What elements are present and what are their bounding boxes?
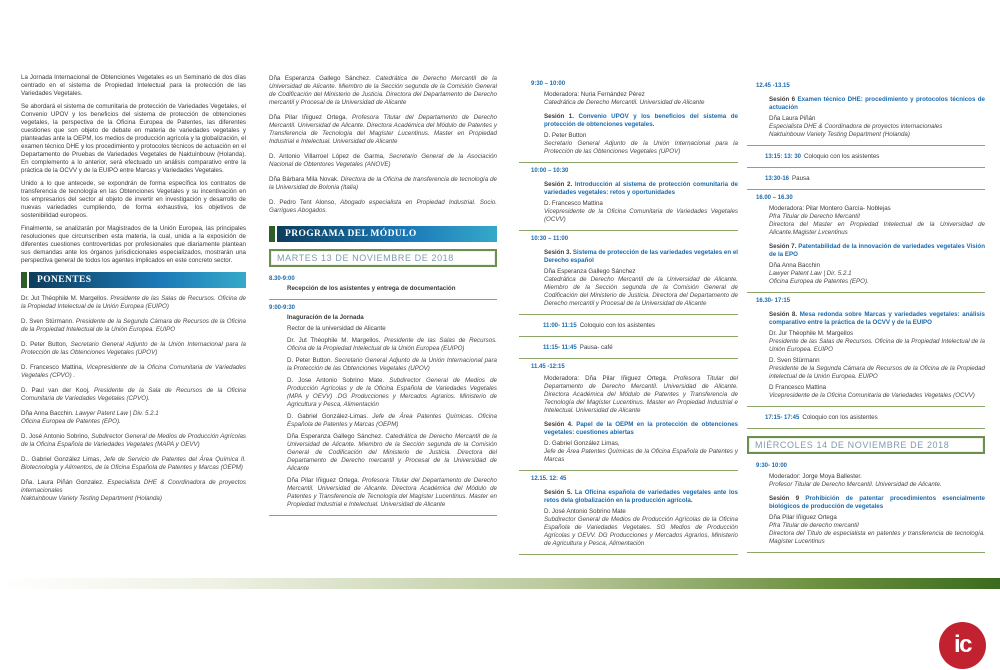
- ponentes-list: [21, 295, 246, 503]
- day1-schedule-col2: [269, 271, 497, 516]
- person-name: D. Antonio Villarroel López de Garma,: [269, 153, 385, 160]
- session-title-text: Papel de la OEPM en la protección de obtenciones vegetales: cuestiones abiertas: [544, 421, 738, 436]
- person-entry: [21, 341, 246, 357]
- schedule-inline-row: [756, 172, 985, 183]
- session-number: Sesión 4.: [544, 421, 573, 428]
- schedule-block: [519, 76, 738, 163]
- time-label: 13:30-16: [765, 176, 790, 182]
- day2-title-box: MIÉRCOLES 14 DE NOVIEMBRE DE 2018: [747, 436, 985, 454]
- speaker-role: Subdirector General de Medios de Producción Agrícolas de la Oficina Española de Variedades Vegetales. SG Medios de Producción Agrícolas y OEVV. DG Producciones y Mercados Agrarios, Ministerio de Agricultura y Pesca, Alimentación: [544, 516, 738, 547]
- person-name: D. Peter Button,: [21, 341, 68, 348]
- time-label: 10:30 – 11:00: [531, 236, 569, 242]
- session-title-text: Mesa redonda sobre Marcas y variedades vegetales: análisis comparativo entre la práctica de la OCVV y de la EUIPO: [769, 311, 985, 326]
- speaker-role: Lawyer Patent Law | Dir. 5.2.1: [769, 270, 852, 277]
- person-role: Presidente de las Salas de Recursos. Oficina de la Propiedad Intelectual de la Unión Europea (EUIPO): [287, 337, 497, 352]
- person-name: D. Peter Button.: [287, 357, 333, 364]
- person-role: Catedrática de Derecho Mercantil de la Universidad de Alicante. Miembro de la Sección segunda de la Comisión General de Codificación del Ministerio de Justicia. Directora del Departamento de Derecho mercantil y Procesal de la Universidad de Alicante: [269, 75, 497, 106]
- session-title-text: Sistema de protección de las variedades vegetales en el Derecho español: [544, 249, 738, 264]
- time-label: 12.15. 12: 45: [531, 476, 567, 482]
- speaker-role: Presidente de las Salas de Recursos. Oficina de la Propiedad Intelectual de la Unión Europea. EUIPO: [769, 338, 985, 353]
- person-entry: [287, 433, 497, 473]
- person-entry: [21, 479, 246, 503]
- speaker-role: Directora del Master en Propiedad Intelectual de la Universidad de Alicante.Magister Lvcentinus: [769, 221, 985, 236]
- speaker-role: Directora del Título de especialista en patentes y transferencia de tecnología. Magíster Lucentinus: [769, 530, 985, 545]
- person-name: Dña Esperanza Gallego Sánchez.: [269, 75, 371, 82]
- time-label: 11:00- 11:15: [543, 323, 577, 329]
- schedule-block: [747, 190, 985, 293]
- person-role: Catedrática de Derecho Mercantil de la Universidad de Alicante. Miembro de la Sección segunda de la Comisión General de Codificación del Ministerio de Justicia. Directora del Departamento de Derecho mercantil y Procesal de la Universidad de Alicante: [287, 433, 497, 472]
- person-name: D. Paul van der Kooj,: [21, 387, 90, 394]
- schedule-block: [519, 231, 738, 315]
- person-role-extra: Oficina Europea de Patentes (EPO).: [21, 418, 121, 425]
- schedule-block: [519, 163, 738, 231]
- day1-schedule-col4: [747, 78, 985, 429]
- schedule-block: [747, 293, 985, 407]
- session-number: Sesión 9: [769, 495, 800, 502]
- session-number: Sesión 1.: [544, 113, 574, 120]
- person-role: Jefe de Servicio de Patentes del Área Química II. Biotecnología y Alimentos, de la Oficina Española de Patentes y Marcas (OEPM): [21, 456, 246, 471]
- person-role: Presidente de la Sala de Recursos de la Oficina Comunitaria de Variedades Vegetales (CPVO).: [21, 387, 246, 402]
- person-role: Lawyer Patent Law | Div. 5.2.1: [75, 410, 159, 417]
- schedule-block: [747, 407, 985, 429]
- session-title-text: Introducción al sistema de protección comunitaria de variedades vegetales: retos y oportunidades: [544, 181, 738, 196]
- person-entry: [21, 387, 246, 403]
- schedule-block: [519, 471, 738, 555]
- person-role: Secretario General Adjunto de la Unión Internacional para la Protección de las Obtenciones Vegetales (UPOV): [21, 341, 246, 356]
- person-role: Subdirector General de Medios de Producción Agrícolas y de la Oficina Española de Variedades Vegetales (MPA y OEVV) .DG Producciones y Mercados Agrarios. Ministerio de Agricultura y Pesca, Alimentación: [287, 377, 497, 408]
- time-label: 9:30- 10:00: [756, 463, 788, 469]
- speaker-role: Profesor Titular de Derecho Mercantil. Universidad de Alicante.: [769, 481, 942, 488]
- session-title: [544, 181, 738, 197]
- schedule-block: [269, 271, 497, 300]
- inline-event-label: Pausa: [792, 175, 810, 182]
- person-role: Presidente de la Segunda Cámara de Recursos de la Oficina de la Propiedad Intelectual de la Unión Europea. EUIPO: [21, 318, 246, 333]
- day1-schedule-col3: [519, 76, 738, 555]
- person-name: Dña Bárbara Mila Novak.: [269, 176, 339, 183]
- speaker-role: Secretario General Adjunto de la Unión Internacional para la Protección de las Obtenciones Vegetales (UPOV): [544, 140, 738, 155]
- session-title-text: Examen técnico DHE: procedimiento y protocolos técnicos de actuación: [769, 96, 985, 111]
- speaker-name: D Francesco Mattina: [769, 384, 827, 391]
- schedule-block: [519, 337, 738, 359]
- session-number: Sesión 8.: [769, 311, 798, 318]
- ic-logo-icon: ic: [939, 622, 986, 669]
- green-square-accent: [269, 226, 275, 242]
- speaker-role: Catedrática de Derecho Mercantil. Universidad de Alicante: [544, 99, 705, 106]
- session-title: [769, 96, 985, 112]
- person-entry: [269, 75, 497, 107]
- speaker-name: D. Peter Button: [544, 132, 587, 139]
- person-entry: [21, 295, 246, 311]
- green-square-accent: [21, 272, 27, 288]
- speaker-name: Dña Esperanza Gallego Sánchez: [544, 268, 636, 275]
- time-label: 9:30 – 10:00: [531, 81, 566, 87]
- inline-event-label: Coloquio con los asistentes: [802, 414, 878, 421]
- session-title: [544, 249, 738, 265]
- session-title: [769, 311, 985, 327]
- ponentes-header: [21, 272, 246, 288]
- person-entry: [21, 433, 246, 449]
- person-role: Secretario General de la Asociación Nacional de Obtentores Vegetales (ANOVE): [269, 153, 497, 168]
- speaker-name: Rector de la universidad de Alicante: [287, 325, 386, 332]
- inline-event-label: Coloquio con los asistentes: [579, 322, 656, 329]
- time-label: 17:15- 17:45: [765, 415, 800, 421]
- intro-paragraph: Se abordará el sistema de comunitaria de protección de Variedades Vegetales, el Convenio UPOV y los beneficios del sistema de protección de obtenciones vegetales, la perspectiva de la Oficina Europea de Patentes, las diferentes cuestiones que son objeto de debate en materia de variedades vegetales y planteadas ante la OEPM, los medios de producción agrícola y la globalización, el examen técnico DHE y los procedimiento y protocolos técnicos de actuación en el Departamento de Pruebas de Variedades Vegetales de Naktuinbouw (Holanda). En complemento a lo anterior, será efectuado un análisis comparativo entre la práctica de la OCVV y de la EUIPO entre Marcas y Variedades Vegetales.: [21, 103, 246, 174]
- session-title-text: La Oficina española de variedades vegetales ante los retos dela globalización en la producción agrícola.: [544, 489, 738, 504]
- schedule-inline-row: [756, 411, 985, 422]
- speaker-role: Pfra Titular de Derecho Mercantil: [769, 213, 860, 220]
- person-entry: [287, 377, 497, 409]
- person-name: Dr. Jut Théophile M. Margellos.: [287, 337, 381, 344]
- inline-event-label: Pausa- café: [579, 344, 613, 351]
- session-number: Sesión 7.: [769, 243, 797, 250]
- speaker-role: Especialista DHE & Coordinadora de proyectos internacionales: [769, 123, 943, 130]
- inline-event-label: Coloquio con los asistentes: [804, 153, 880, 160]
- speaker-name: D. José Antonio Sobrino Mate: [544, 508, 626, 515]
- person-role: Subdirector General de Medios de Producción Agrícolas de la Oficina Española de Variedades Vegetales (MAPA y OEVV): [21, 433, 246, 448]
- event-title: Recepción de los asistentes y entrega de documentación: [287, 285, 456, 292]
- session-number: Sesión 3.: [544, 249, 572, 256]
- footer-gradient-bar: [0, 578, 1000, 589]
- ponentes-header-label: PONENTES: [29, 272, 246, 288]
- speaker-role: Naktuinbouw Variety Testing Department (Holanda): [769, 131, 910, 138]
- day1-title-box: MARTES 13 DE NOVIEMBRE DE 2018: [269, 249, 497, 267]
- person-entry: [21, 318, 246, 334]
- person-entry: [287, 357, 497, 373]
- person-entry: [269, 199, 497, 215]
- person-entry: [269, 153, 497, 169]
- time-label: 13:15: 13: 30: [765, 154, 802, 160]
- speaker-name: Moderador: Jorge Moya Ballester.: [769, 473, 862, 480]
- schedule-inline-row: [531, 341, 738, 352]
- session-title: [544, 489, 738, 505]
- session-title-text: Convenio UPOV y los beneficios del sistema de protección de obtenciones vegetales.: [544, 113, 738, 128]
- person-name: Moderadora: Dña Pilar Iñiguez Ortega.: [544, 375, 668, 382]
- speaker-name: Moderadora: Pilar Montero García- Noblejas: [769, 205, 891, 212]
- session-number: Sesión 5.: [544, 489, 573, 496]
- person-entry: [287, 337, 497, 353]
- speaker-name: Dña Pilar Iñiguez Ortega: [769, 514, 837, 521]
- speaker-role: Oficina Europea de Patentes (EPO).: [769, 278, 869, 285]
- schedule-block: [519, 359, 738, 471]
- speaker-name: D. Francesco Mattina: [544, 200, 603, 207]
- session-title: [769, 495, 985, 511]
- intro-paragraph: La Jornada Internacional de Obtenciones Vegetales es un Seminario de dos días centrado en el sistema de Propiedad Intelectual para la protección de las Variedades Vegetales.: [21, 74, 246, 97]
- schedule-block: [269, 300, 497, 516]
- person-name: Dña Pilar Iñiguez Ortega.: [287, 477, 360, 484]
- person-role-extra: Naktuinbouw Variety Testing Department (Holanda): [21, 495, 162, 502]
- column-sessions-afternoon: [747, 78, 985, 553]
- time-label: 9:00-9:30: [269, 305, 296, 311]
- schedule-block: [747, 146, 985, 168]
- speaker-role: Catedrática de Derecho Mercantil de la Universidad de Alicante. Miembro de la Sección segunda de la Comisión General de Codificación del Ministerio de Justicia. Directora del Departamento de Derecho mercantil y Procesal de la Universidad de Alicante: [544, 276, 738, 307]
- speaker-bios: [269, 75, 497, 215]
- speaker-name: D. Sven Stürmann: [769, 357, 820, 364]
- time-label: 11.45 -12:15: [531, 364, 565, 370]
- schedule-block: [747, 458, 985, 553]
- session-title: [769, 243, 985, 259]
- person-entry: [544, 375, 738, 415]
- speaker-name: Dña Anna Bacchin: [769, 262, 820, 269]
- session-title-text: Patentabilidad de la innovación de variedades vegetales Visión de la EPO: [769, 243, 985, 258]
- column-intro-ponentes: [21, 74, 246, 510]
- speaker-role: Vicepresidente de la Oficina Comunitaria de Variedades Vegetales (OCVV): [544, 208, 738, 223]
- person-name: D. José Antonio Sobrino,: [21, 433, 90, 440]
- person-name: D. Jose Antonio Sobrino Mate.: [287, 377, 385, 384]
- person-role: Jefe de Área Patentes Químicas. Oficina Española de Patentes y Marcas (OEPM): [287, 413, 497, 428]
- column-sessions-morning: [519, 76, 738, 555]
- time-label: 12.45 -13.15: [756, 83, 790, 89]
- time-label: 11:15- 11:45: [543, 345, 577, 351]
- speaker-name: Dña Laura Piñán: [769, 115, 816, 122]
- time-label: 8.30-9:00: [269, 276, 295, 282]
- person-role: Profesora Titular del Departamento de Derecho Mercantil. Universidad de Alicante. Directora Académica del Módulo de Patentes y Transferencia de Tecnología del Magíster Lucentinus. Master en Propiedad Industrial e Intelectual. Universidad de Alicante: [544, 375, 738, 414]
- time-label: 16.30- 17:15: [756, 298, 791, 304]
- event-title: Inaguración de la Jornada: [287, 314, 364, 321]
- speaker-role: Jefe de Área Patentes Químicas de la Oficina Española de Patentes y Marcas: [544, 448, 738, 463]
- time-label: 16.00 – 16.30: [756, 195, 793, 201]
- person-role: Secretario General Adjunto de la Unión Internacional para la Protección de las Obtenciones Vegetales (UPOV): [287, 357, 497, 372]
- day2-schedule: [747, 458, 985, 553]
- column-program: [269, 74, 497, 516]
- speaker-name: D. Gabriel González Limas,: [544, 440, 620, 447]
- schedule-block: [747, 168, 985, 190]
- session-title-text: Prohibición de patentar procedimientos esencialmente biológicos de producción de vegetales: [769, 495, 985, 510]
- schedule-block: [747, 78, 985, 146]
- intro-paragraph: Finalmente, se analizarán por Magistrados de la Unión Europea, las principales resoluciones que circunscriben esta materia, la cual, unida a la exposición de diferentes cuestiones controvertidas por profesionales que diariamente plantean sus demandas ante los órganos jurisdiccionales especializados, mostrarán una perspectiva general de todos los agentes implicados en este concreto sector.: [21, 225, 246, 264]
- person-name: Dña Esperanza Gallego Sánchez.: [287, 433, 383, 440]
- session-title: [544, 113, 738, 129]
- speaker-role: Presidente de la Segunda Cámara de Recursos de la Oficina de la Propiedad intelectual de la Unión Europea. EUIPO: [769, 365, 985, 380]
- person-entry: [21, 364, 246, 380]
- schedule-inline-row: [756, 150, 985, 161]
- person-entry: [269, 176, 497, 192]
- person-entry: [287, 413, 497, 429]
- intro-paragraphs: [21, 74, 246, 265]
- speaker-name: Dr. Jur Théophile M. Margellos: [769, 330, 854, 337]
- schedule-inline-row: [531, 319, 738, 330]
- person-entry: [21, 410, 246, 426]
- programa-header-label: PROGRAMA DEL MÓDULO: [277, 226, 497, 242]
- person-role: Presidente de las Salas de Recursos. Oficina de la Propiedad Intelectual de la Unión Europea (EUIPO): [21, 295, 246, 310]
- person-name: Dña. Laura Piñán Gonzalez.: [21, 479, 104, 486]
- person-role: Vicepresidente de la Oficina Comunitaria de Variedades Vegetales (CPVO) .: [21, 364, 246, 379]
- person-role: Directora de la Oficina de transferencia de tecnología de la Universidad de Bolonia (Italia): [269, 176, 497, 191]
- person-name: Dr. Jut Théophile M. Margellos.: [21, 295, 109, 302]
- programa-header: [269, 226, 497, 242]
- person-name: Dña Pilar Iñiguez Ortega.: [269, 114, 348, 121]
- person-role: Especialista DHE & Coordinadora de proyectos internacionales: [21, 479, 246, 494]
- person-name: D. Pedro Tent Alonso,: [269, 199, 336, 206]
- person-entry: [269, 114, 497, 146]
- speaker-role: Vicepresidente de la Oficina Comunitaria de Variedades Vegetales (OCVV): [769, 392, 975, 399]
- person-name: D. Francesco Mattina,: [21, 364, 84, 371]
- session-title: [544, 421, 738, 437]
- intro-paragraph: Unido a lo que antecede, se expondrán de forma específica los contratos de transferencia de tecnología en las Obtenciones Vegetales y su incentivación en los empresarios del sector al objeto de invertir en investigación y desarrollo de nuevas variedades cumpliendo, de forma exhaustiva, los objetivos de sostenibilidad europeos.: [21, 180, 246, 219]
- speaker-role: Pfra Titular de derecho mercantil: [769, 522, 859, 529]
- time-label: 10:00 – 10:30: [531, 168, 569, 174]
- person-entry: [21, 456, 246, 472]
- session-number: Sesión 2.: [544, 181, 573, 188]
- person-name: D. Gabriel González-Limas.: [287, 413, 369, 420]
- speaker-name: Moderadora: Nuria Fernández Pérez: [544, 91, 645, 98]
- schedule-block: [519, 315, 738, 337]
- person-entry: [287, 477, 497, 509]
- person-name: Dña Anna Bacchin.: [21, 410, 74, 417]
- person-name: D. Sven Stürmann.: [21, 318, 74, 325]
- session-number: Sesión 6: [769, 96, 796, 103]
- person-name: D.. Gabriel González Limas,: [21, 456, 102, 463]
- person-role: Abogado especialista en Propiedad Industrial. Socio. Garrigues Abogados.: [269, 199, 497, 214]
- person-role: Profesora Titular del Departamento de Derecho Mercantil. Universidad de Alicante. Directora Académica del Módulo de Patentes y Transferencia de Tecnología del Magíster Lucentinus. Master en Propiedad Industrial e Intelectual. Universidad de Alicante: [287, 477, 497, 508]
- person-role: Profesora Titular del Departamento de Derecho Mercantil. Universidad de Alicante. Directora Académica del Módulo de Patentes y Transferencia de Tecnología del Magíster Lucentinus. Master en Propiedad Industrial e Intelectual. Universidad de Alicante: [269, 114, 497, 145]
